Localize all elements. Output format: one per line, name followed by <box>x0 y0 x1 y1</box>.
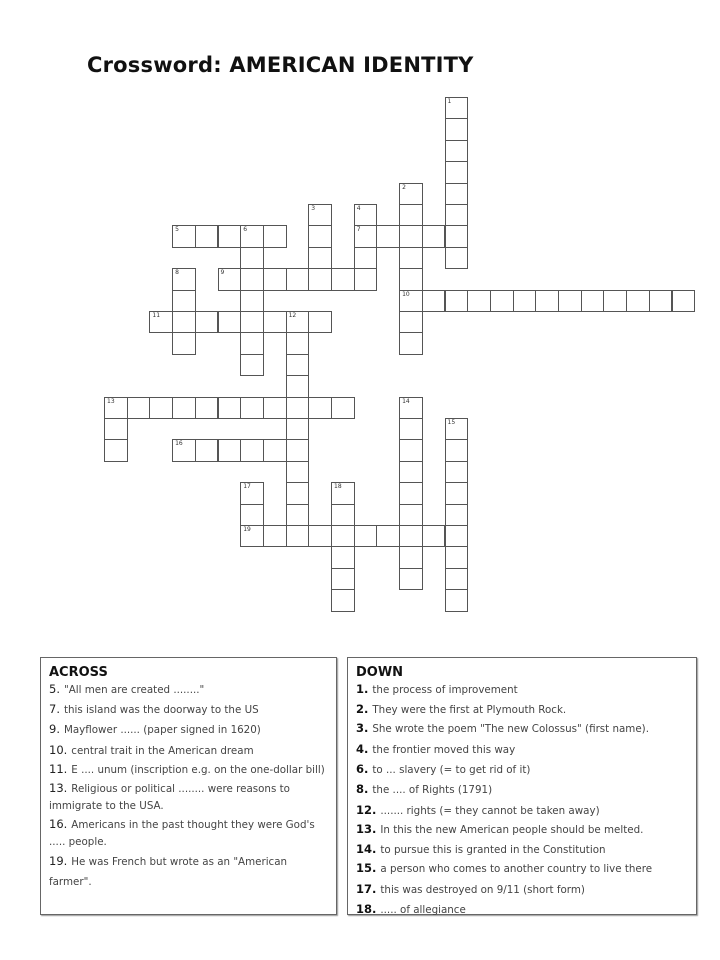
grid-cell[interactable] <box>422 290 446 312</box>
clue-number: 4 <box>356 205 361 212</box>
grid-cell[interactable] <box>195 439 219 461</box>
grid-cell[interactable] <box>240 439 264 461</box>
grid-cell[interactable] <box>263 268 287 290</box>
grid-cell[interactable] <box>240 290 264 312</box>
grid-cell[interactable] <box>263 439 287 461</box>
grid-cell[interactable] <box>422 525 446 547</box>
across-clue <box>49 680 328 700</box>
clue-number: 3. <box>356 721 369 736</box>
clue-number: 18 <box>334 483 342 491</box>
grid-cell[interactable] <box>603 290 627 312</box>
grid-cell[interactable] <box>263 311 287 333</box>
down-clue <box>356 720 688 738</box>
grid-cell[interactable] <box>354 225 378 247</box>
across-heading: ACROSS <box>49 665 108 680</box>
across-clue <box>49 741 328 761</box>
grid-cell[interactable] <box>445 439 469 461</box>
grid-cell[interactable] <box>331 397 355 419</box>
grid-cell[interactable] <box>376 525 400 547</box>
grid-cell[interactable] <box>195 397 219 419</box>
grid-cell[interactable] <box>445 482 469 504</box>
grid-cell[interactable] <box>263 525 287 547</box>
clue-number: 3 <box>311 205 316 212</box>
clue-number: 18. <box>356 902 377 917</box>
grid-cell[interactable] <box>331 546 355 568</box>
clue-number: 15 <box>447 419 456 426</box>
grid-cell[interactable] <box>240 525 264 547</box>
clue-text: He was French but wrote as an "American farmer". <box>49 856 288 888</box>
grid-cell[interactable] <box>127 397 151 419</box>
clue-number: 14 <box>402 397 410 405</box>
clue-text: She wrote the poem "The new Colossus" (first name). <box>372 723 649 736</box>
clue-number: 15. <box>356 861 377 876</box>
grid-cell[interactable] <box>172 290 196 312</box>
clue-text: Religious or political ........ were reasons to immigrate to the USA. <box>49 783 290 812</box>
grid-cell[interactable] <box>399 183 423 205</box>
grid-cell[interactable] <box>399 247 423 269</box>
grid-cell[interactable] <box>331 504 355 526</box>
grid-cell[interactable] <box>649 290 673 312</box>
down-clue <box>356 880 688 900</box>
grid-cell[interactable] <box>399 546 423 568</box>
clue-number: 6. <box>356 762 369 777</box>
grid-cell[interactable] <box>308 247 332 269</box>
grid-cell[interactable] <box>172 439 196 461</box>
grid-cell[interactable] <box>399 439 423 461</box>
clue-number: 10. <box>49 742 68 757</box>
clue-number: 16 <box>175 440 183 448</box>
grid-cell[interactable] <box>445 118 469 140</box>
clue-number: 19 <box>243 526 251 533</box>
down-clue <box>356 840 688 860</box>
grid-cell[interactable] <box>218 397 242 419</box>
grid-cell[interactable] <box>399 204 423 226</box>
down-clue <box>356 680 688 700</box>
grid-cell[interactable] <box>286 418 310 440</box>
clue-text: this was destroyed on 9/11 (short form) <box>380 883 585 896</box>
grid-cell[interactable] <box>286 461 310 483</box>
grid-cell[interactable] <box>263 225 287 247</box>
down-clue-list <box>356 680 688 920</box>
grid-cell[interactable] <box>240 311 264 333</box>
grid-cell[interactable] <box>149 311 173 333</box>
grid-cell[interactable] <box>354 204 378 226</box>
clue-text: the .... of Rights (1791) <box>372 784 493 797</box>
across-clue-list <box>49 680 328 892</box>
down-clue <box>356 700 688 720</box>
across-clue <box>49 816 328 850</box>
across-clue <box>49 852 328 891</box>
grid-cell[interactable] <box>172 332 196 354</box>
grid-cell[interactable] <box>240 247 264 269</box>
down-clues-box <box>347 657 697 915</box>
clue-text: to pursue this is granted in the Constitution <box>380 844 606 857</box>
clue-text: E .... unum (inscription e.g. on the one-dollar bill) <box>71 763 325 776</box>
grid-cell[interactable] <box>376 225 400 247</box>
down-clue <box>356 760 688 780</box>
clue-number: 6 <box>243 226 248 234</box>
clue-number: 1. <box>356 682 369 696</box>
grid-cell[interactable] <box>399 568 423 590</box>
clue-text: In this the new American people should be melted. <box>380 823 644 836</box>
grid-cell[interactable] <box>354 525 378 547</box>
grid-cell[interactable] <box>445 546 469 568</box>
down-clue <box>356 801 688 821</box>
clue-text: "All men are created ........" <box>63 684 205 696</box>
grid-cell[interactable] <box>445 568 469 590</box>
grid-cell[interactable] <box>149 397 173 419</box>
grid-cell[interactable] <box>445 161 469 183</box>
clue-number: 13 <box>107 397 115 405</box>
grid-cell[interactable] <box>240 268 264 290</box>
grid-cell[interactable] <box>104 439 128 461</box>
clue-text: central trait in the American dream <box>71 744 254 757</box>
clue-number: 2. <box>356 702 369 717</box>
grid-cell[interactable] <box>399 311 423 333</box>
clue-number: 17. <box>356 881 377 896</box>
down-clue <box>356 821 688 839</box>
grid-cell[interactable] <box>445 589 469 611</box>
grid-cell[interactable] <box>399 504 423 526</box>
grid-cell[interactable] <box>445 290 469 312</box>
grid-cell[interactable] <box>218 225 242 247</box>
grid-cell[interactable] <box>445 183 469 205</box>
grid-cell[interactable] <box>308 525 332 547</box>
across-clue <box>49 761 328 779</box>
grid-cell[interactable] <box>467 290 491 312</box>
clue-number: 1 <box>447 98 452 105</box>
grid-cell[interactable] <box>513 290 537 312</box>
grid-cell[interactable] <box>286 439 310 461</box>
grid-cell[interactable] <box>399 225 423 247</box>
clue-text: They were the first at Plymouth Rock. <box>372 704 567 717</box>
grid-cell[interactable] <box>445 225 469 247</box>
across-clue <box>49 780 328 814</box>
grid-cell[interactable] <box>172 397 196 419</box>
clue-number: 9. <box>49 722 60 737</box>
grid-cell[interactable] <box>286 268 310 290</box>
clue-text: the process of improvement <box>372 684 518 696</box>
grid-cell[interactable] <box>286 525 310 547</box>
clue-number: 8 <box>175 269 179 277</box>
grid-cell[interactable] <box>399 461 423 483</box>
grid-cell[interactable] <box>331 268 355 290</box>
grid-cell[interactable] <box>308 225 332 247</box>
clue-text: ..... of allegiance <box>380 904 466 917</box>
grid-cell[interactable] <box>240 397 264 419</box>
grid-cell[interactable] <box>308 397 332 419</box>
grid-cell[interactable] <box>218 311 242 333</box>
grid-cell[interactable] <box>399 268 423 290</box>
clue-number: 12. <box>356 802 377 817</box>
grid-cell[interactable] <box>240 332 264 354</box>
grid-cell[interactable] <box>399 418 423 440</box>
clue-number: 9 <box>220 269 225 277</box>
clue-number: 13. <box>356 821 377 836</box>
grid-cell[interactable] <box>399 332 423 354</box>
clue-number: 2 <box>402 183 406 191</box>
grid-cell[interactable] <box>558 290 582 312</box>
grid-cell[interactable] <box>308 204 332 226</box>
grid-cell[interactable] <box>218 439 242 461</box>
down-clue <box>356 740 688 760</box>
grid-cell[interactable] <box>445 504 469 526</box>
grid-cell[interactable] <box>422 225 446 247</box>
clue-text: ....... rights (= they cannot be taken away) <box>380 804 600 817</box>
clue-text: Americans in the past thought they were God's ..... people. <box>49 819 315 848</box>
grid-cell[interactable] <box>331 482 355 504</box>
grid-cell[interactable] <box>331 525 355 547</box>
clue-number: 5 <box>175 226 179 234</box>
clue-number: 4. <box>356 741 369 756</box>
page-title: Crossword: AMERICAN IDENTITY <box>87 53 474 77</box>
grid-cell[interactable] <box>218 268 242 290</box>
grid-cell[interactable] <box>445 525 469 547</box>
grid-cell[interactable] <box>286 482 310 504</box>
grid-cell[interactable] <box>399 290 423 312</box>
clue-number: 14. <box>356 842 377 857</box>
grid-cell[interactable] <box>399 525 423 547</box>
clue-text: this island was the doorway to the US <box>63 704 259 717</box>
grid-cell[interactable] <box>195 311 219 333</box>
grid-cell[interactable] <box>445 461 469 483</box>
grid-cell[interactable] <box>445 204 469 226</box>
across-clue <box>49 720 328 740</box>
down-heading: DOWN <box>356 665 404 680</box>
clue-text: to ... slavery (= to get rid of it) <box>372 764 531 777</box>
clue-number: 13. <box>49 781 68 796</box>
grid-cell[interactable] <box>445 97 469 119</box>
clue-text: Mayflower ...... (paper signed in 1620) <box>63 724 261 737</box>
clue-number: 7 <box>356 226 361 234</box>
grid-cell[interactable] <box>240 354 264 376</box>
grid-cell[interactable] <box>354 247 378 269</box>
grid-cell[interactable] <box>172 225 196 247</box>
grid-cell[interactable] <box>286 332 310 354</box>
clue-number: 10 <box>402 290 410 298</box>
grid-cell[interactable] <box>104 418 128 440</box>
grid-cell[interactable] <box>286 504 310 526</box>
grid-cell[interactable] <box>286 354 310 376</box>
down-clue <box>356 860 688 878</box>
clue-number: 5. <box>49 682 60 696</box>
grid-cell[interactable] <box>445 247 469 269</box>
grid-cell[interactable] <box>399 397 423 419</box>
down-clue <box>356 900 688 920</box>
grid-cell[interactable] <box>445 418 469 440</box>
grid-cell[interactable] <box>672 290 696 312</box>
clue-number: 12 <box>288 312 297 319</box>
grid-cell[interactable] <box>172 311 196 333</box>
grid-cell[interactable] <box>240 504 264 526</box>
grid-cell[interactable] <box>331 589 355 611</box>
clue-text: the frontier moved this way <box>372 743 516 756</box>
grid-cell[interactable] <box>240 225 264 247</box>
grid-cell[interactable] <box>308 268 332 290</box>
grid-cell[interactable] <box>240 482 264 504</box>
clue-number: 11. <box>49 761 68 776</box>
down-clue <box>356 780 688 800</box>
grid-cell[interactable] <box>263 397 287 419</box>
grid-cell[interactable] <box>445 140 469 162</box>
grid-cell[interactable] <box>286 311 310 333</box>
grid-cell[interactable] <box>399 482 423 504</box>
grid-cell[interactable] <box>626 290 650 312</box>
clue-number: 17 <box>243 483 251 491</box>
clue-number: 19. <box>49 854 68 869</box>
clue-number: 7. <box>49 702 60 717</box>
grid-cell[interactable] <box>581 290 605 312</box>
across-clues-box <box>40 657 337 915</box>
grid-cell[interactable] <box>195 225 219 247</box>
grid-cell[interactable] <box>331 568 355 590</box>
grid-cell[interactable] <box>286 375 310 397</box>
grid-cell[interactable] <box>490 290 514 312</box>
grid-cell[interactable] <box>535 290 559 312</box>
grid-cell[interactable] <box>104 397 128 419</box>
grid-cell[interactable] <box>286 397 310 419</box>
clue-number: 16. <box>49 817 68 832</box>
grid-cell[interactable] <box>354 268 378 290</box>
grid-cell[interactable] <box>172 268 196 290</box>
clue-number: 11 <box>152 312 161 319</box>
grid-cell[interactable] <box>308 311 332 333</box>
clue-text: a person who comes to another country to live there <box>380 863 653 876</box>
clue-number: 8. <box>356 782 369 797</box>
across-clue <box>49 700 328 720</box>
